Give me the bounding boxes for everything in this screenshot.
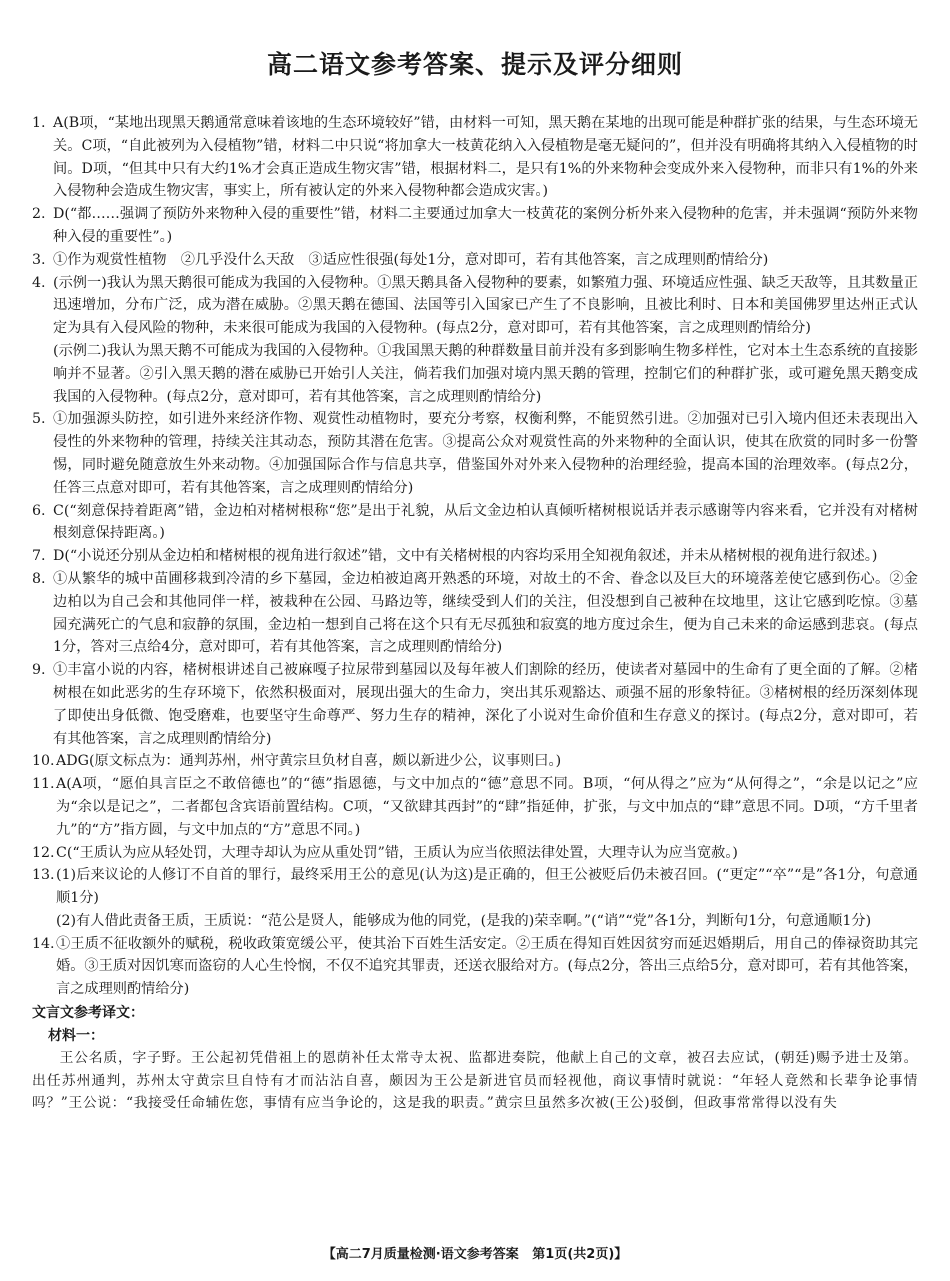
answer-item <box>32 864 918 932</box>
answer-item <box>32 272 918 409</box>
answer-text-second: (2)有人借此责备王质，王质说：“范公是贤人，能够成为他的同党，(是我的)荣幸啊。”(“诮”“党”各1分，判断句1分，句意通顺1分) <box>56 912 872 929</box>
translation-text: 王公名质，字子野。王公起初凭借祖上的恩荫补任太常寺太祝、监都进奏院，他献上自己的文章，被召去应试，(朝廷)赐予进士及第。出任苏州通判，苏州太守黄宗旦自恃有才而沾沾自喜，颇因为王公是新进官员而轻视他，商议事情时就说：“年轻人竟然和长辈争论事情吗？”王公说：“我接受任命辅佐您，事情有应当争论的，这是我的职责。”黄宗旦虽然多次被(王公)驳倒，但政事常常得以没有失 <box>32 1050 918 1112</box>
answer-item <box>32 203 918 249</box>
answer-text: ①从繁华的城中苗圃移栽到冷清的乡下墓园，金边柏被迫离开熟悉的环境，对故土的不舍、眷念以及巨大的环境落差使它感到伤心。②金边柏以为自己会和其他同伴一样，被栽种在公园、马路边等，继续受到人们的关注，但没想到自己被种在坟地里，这让它感到吃惊。③墓园充满死亡的气息和寂静的氛围，金边柏一想到自己将在这个只有无尽孤独和寂寞的地方度过余生，便为自己未来的命运感到悲哀。(每点1分，答对三点给4分，意对即可，若有其他答案，言之成理则酌情给分) <box>53 570 918 656</box>
answer-item <box>32 750 918 773</box>
page-title: 高二语文参考答案、提示及评分细则 <box>266 50 683 79</box>
answer-item <box>32 545 918 568</box>
answer-number: 6. <box>32 502 46 519</box>
answer-text: A(B项，“某地出现黑天鹅通常意味着该地的生态环境较好”错，由材料一可知，黑天鹅在某地的出现可能是种群扩张的结果，与生态环境无关。C项，“自此被列为入侵植物”错，材料二中只说“将加拿大一枝黄花纳入入侵植物是毫无疑问的”，但并没有明确将其纳入入侵植物的时间。D项，“但其中只有大约1%才会真正造成生物灾害”错，根据材料二，是只有1%的外来物种会变成外来入侵物种，而非只有1%的外来入侵物种会造成生物灾害，事实上，所有被认定的外来入侵物种都会造成灾害。) <box>53 115 918 200</box>
answer-item <box>32 659 918 750</box>
answer-text: ①加强源头防控，如引进外来经济作物、观赏性动植物时，要充分考察，权衡利弊，不能贸然引进。②加强对已引入境内但还未表现出入侵性的外来物种的管理，持续关注其动态，预防其潜在危害。③提高公众对观赏性高的外来物种的全面认识，使其在欣赏的同时多一份警惕，同时避免随意放生外来动物。④加强国际合作与信息共享，借鉴国外对外来入侵物种的治理经验，提高本国的治理效率。(每点2分，任答三点意对即可，若有其他答案，言之成理则酌情给分) <box>53 411 918 496</box>
answer-text: ①丰富小说的内容，楮树根讲述自己被麻嘎子拉尿带到墓园以及每年被人们割除的经历，使读者对墓园中的生命有了更全面的了解。②楮树根在如此恶劣的生存环境下，依然积极面对，展现出强大的生命力，突出其乐观豁达、顽强不屈的形象特征。③楮树根的经历深刻体现了即使出身低微、饱受磨难，也要坚守生命尊严、努力生存的精神，深化了小说对生命价值和生存意义的探讨。(每点2分，意对即可，若有其他答案，言之成理则酌情给分) <box>53 662 918 747</box>
answer-text: D(“都……强调了预防外来物种入侵的重要性”错，材料二主要通过加拿大一枝黄花的案例分析外来入侵物种的危害，并未强调“预防外来物种入侵的重要性”。) <box>53 206 918 245</box>
footer-page: 第1页(共2页)】 <box>532 1247 628 1262</box>
answer-text: D(“小说还分别从金边柏和楮树根的视角进行叙述”错，文中有关楮树根的内容均采用全知视角叙述，并未从楮树根的视角进行叙述。) <box>53 548 878 565</box>
answer-item <box>32 249 918 272</box>
answer-text: (示例一)我认为黑天鹅很可能成为我国的入侵物种。①黑天鹅具备入侵物种的要素，如繁殖力强、环境适应性强、缺乏天敌等，且其数量正迅速增加，分布广泛，成为潜在威胁。②黑天鹅在德国、法国等引入国家已产生了不良影响，且被比利时、日本和美国佛罗里达州正式认定为具有入侵风险的物种，未来很可能成为我国的入侵物种。(每点2分，意对即可，若有其他答案，言之成理则酌情给分) <box>53 274 918 337</box>
answer-number: 5. <box>32 411 46 428</box>
answer-text: C(“刻意保持着距离”错，金边柏对楮树根称“您”是出于礼貌，从后文金边柏认真倾听楮树根说话并表示感谢等内容来看，它并没有对楮树根刻意保持距离。) <box>53 502 918 542</box>
answer-text: (1)后来议论的人修订不自首的罪行，最终采用王公的意见(认为这)是正确的，但王公被贬后仍未被召回。(“更定”“卒”“是”各1分，句意通顺1分) <box>56 867 918 907</box>
footer-title: 【高二7月质量检测·语文参考答案 <box>322 1247 519 1262</box>
answer-number: 1. <box>32 115 46 131</box>
answer-text: ①作为观赏性植物 ②几乎没什么天敌 ③适应性很强(每处1分，意对即可，若有其他答案，言之成理则酌情给分) <box>53 251 769 268</box>
answer-number: 4. <box>32 274 46 291</box>
answer-number: 13. <box>32 867 55 884</box>
answer-number: 2. <box>32 206 46 223</box>
section-label: 文言文参考译文： <box>32 1005 144 1022</box>
answer-number: 12. <box>32 844 55 861</box>
answer-item <box>32 500 918 546</box>
answer-item <box>32 842 918 865</box>
answer-item <box>32 773 918 841</box>
answer-item <box>32 408 918 499</box>
answer-item <box>32 568 918 659</box>
answer-text: A(A项，“愿伯具言臣之不敢倍德也”的“德”指恩德，与文中加点的“德”意思不同。B项，“何从得之”应为“从何得之”，“余是以记之”应为“余以是记之”，二者都包含宾语前置结构。C项，“又欲肆其西封”的“肆”指延伸，扩张，与文中加点的“肆”意思不同。D项，“方千里者九”的“方”指方圆，与文中加点的“方”意思不同。) <box>56 776 918 838</box>
answer-number: 11. <box>32 776 55 793</box>
answer-list <box>32 112 918 1001</box>
answer-number: 3. <box>32 251 46 268</box>
answer-number: 10. <box>32 753 55 770</box>
material-label: 材料一： <box>48 1027 104 1044</box>
answer-number: 14. <box>32 935 55 952</box>
answer-item <box>32 933 918 1001</box>
answer-number: 8. <box>32 570 46 587</box>
answer-text: ADG(原文标点为：通判苏州，州守黄宗旦负材自喜，颇以新进少公，议事则曰。) <box>56 753 562 770</box>
page-footer <box>0 1245 950 1265</box>
answer-text: C(“王质认为应从轻处罚，大理寺却认为应从重处罚”错，王质认为应当依照法律处置，大理寺认为应当宽赦。) <box>56 844 738 861</box>
answer-text-second: (示例二)我认为黑天鹅不可能成为我国的入侵物种。①我国黑天鹅的种群数量目前并没有多到影响生物多样性，它对本土生态系统的直接影响并不显著。②引入黑天鹅的潜在威胁已开始引人关注，倘若我们加强对境内黑天鹅的管理，控制它们的种群扩张，或可避免黑天鹅变成我国的入侵物种。(每点2分，意对即可，若有其他答案，言之成理则酌情给分) <box>53 342 918 405</box>
answer-number: 7. <box>32 548 46 565</box>
answer-text: ①王质不征收额外的赋税，税收政策宽缓公平，使其治下百姓生活安定。②王质在得知百姓因贫穷而延迟婚期后，用自己的俸禄资助其完婚。③王质对因饥寒而盗窃的人心生怜悯，不仅不追究其罪责，还送衣服给对方。(每点2分，答出三点给5分，意对即可，若有其他答案，言之成理则酌情给分) <box>56 935 918 998</box>
answer-item <box>32 112 918 203</box>
answer-number: 9. <box>32 662 46 679</box>
